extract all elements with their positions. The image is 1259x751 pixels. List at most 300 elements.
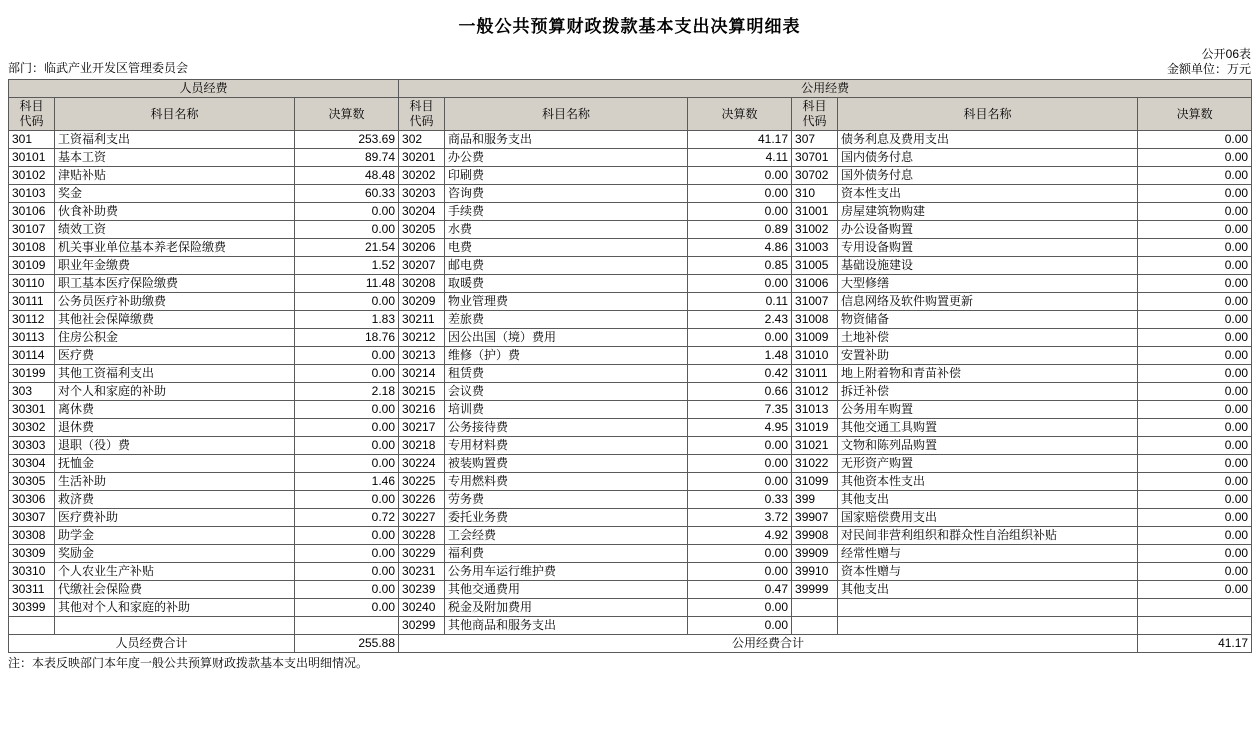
row-amount-personnel: 0.00 xyxy=(295,365,399,383)
row-amount-goods: 0.00 xyxy=(688,545,792,563)
row-amount-other: 0.00 xyxy=(1138,131,1252,149)
table-row xyxy=(9,599,1252,617)
row-name-goods: 办公费 xyxy=(445,149,688,167)
row-amount-goods: 0.47 xyxy=(688,581,792,599)
row-code-goods: 30205 xyxy=(399,221,445,239)
row-code-other: 31010 xyxy=(792,347,838,365)
meta-row xyxy=(8,47,1251,77)
row-amount-personnel: 0.00 xyxy=(295,203,399,221)
row-code-other: 310 xyxy=(792,185,838,203)
col-header-code-3-line1: 科目 xyxy=(802,99,827,113)
row-name-goods: 会议费 xyxy=(445,383,688,401)
row-amount-personnel: 0.00 xyxy=(295,221,399,239)
row-name-goods: 公务用车运行维护费 xyxy=(445,563,688,581)
page-title: 一般公共预算财政拨款基本支出决算明细表 xyxy=(458,17,801,36)
row-amount-personnel: 0.00 xyxy=(295,581,399,599)
row-name-personnel: 住房公积金 xyxy=(55,329,295,347)
row-code-personnel: 30107 xyxy=(9,221,55,239)
table-row xyxy=(9,545,1252,563)
row-name-goods: 专用燃料费 xyxy=(445,473,688,491)
row-amount-other: 0.00 xyxy=(1138,401,1252,419)
table-row xyxy=(9,455,1252,473)
table-row xyxy=(9,383,1252,401)
row-code-goods: 30211 xyxy=(399,311,445,329)
col-header-amount-1: 决算数 xyxy=(295,98,399,131)
table-row xyxy=(9,311,1252,329)
row-name-goods: 税金及附加费用 xyxy=(445,599,688,617)
row-name-personnel: 奖励金 xyxy=(55,545,295,563)
table-row xyxy=(9,203,1252,221)
totals-row xyxy=(9,635,1252,653)
row-amount-personnel: 0.00 xyxy=(295,347,399,365)
row-name-other: 基础设施建设 xyxy=(838,257,1138,275)
row-amount-goods: 0.00 xyxy=(688,185,792,203)
col-header-code-2-line2: 代码 xyxy=(409,114,434,128)
row-code-personnel: 30112 xyxy=(9,311,55,329)
col-header-code-1 xyxy=(9,98,55,131)
row-code-personnel: 30307 xyxy=(9,509,55,527)
col-header-name-1: 科目名称 xyxy=(55,98,295,131)
row-code-other: 307 xyxy=(792,131,838,149)
row-code-other: 30701 xyxy=(792,149,838,167)
row-amount-personnel: 0.00 xyxy=(295,293,399,311)
public-total-label: 公用经费合计 xyxy=(399,635,1138,653)
row-name-goods: 劳务费 xyxy=(445,491,688,509)
row-code-goods: 30201 xyxy=(399,149,445,167)
row-name-personnel: 职业年金缴费 xyxy=(55,257,295,275)
row-code-goods: 30299 xyxy=(399,617,445,635)
table-note: 注：本表反映部门本年度一般公共预算财政拨款基本支出明细情况。 xyxy=(8,656,369,670)
row-code-goods: 30217 xyxy=(399,419,445,437)
row-code-personnel: 30311 xyxy=(9,581,55,599)
meta-right-block xyxy=(1167,47,1251,77)
row-amount-goods: 2.43 xyxy=(688,311,792,329)
row-code-other: 31021 xyxy=(792,437,838,455)
row-code-personnel: 30303 xyxy=(9,437,55,455)
row-code-other: 31022 xyxy=(792,455,838,473)
row-amount-personnel: 1.46 xyxy=(295,473,399,491)
row-code-other: 31008 xyxy=(792,311,838,329)
row-amount-goods: 4.92 xyxy=(688,527,792,545)
col-header-name-3: 科目名称 xyxy=(838,98,1138,131)
row-code-personnel: 30108 xyxy=(9,239,55,257)
table-head xyxy=(9,80,1252,131)
row-code-other: 39908 xyxy=(792,527,838,545)
row-name-personnel: 抚恤金 xyxy=(55,455,295,473)
row-name-personnel: 退职（役）费 xyxy=(55,437,295,455)
row-amount-personnel: 60.33 xyxy=(295,185,399,203)
row-amount-personnel xyxy=(295,617,399,635)
table-row xyxy=(9,419,1252,437)
row-code-goods: 30227 xyxy=(399,509,445,527)
amount-unit: 金额单位：万元 xyxy=(1166,62,1251,76)
row-code-other: 399 xyxy=(792,491,838,509)
row-code-personnel: 30301 xyxy=(9,401,55,419)
row-amount-goods: 0.66 xyxy=(688,383,792,401)
row-name-other: 房屋建筑物购建 xyxy=(838,203,1138,221)
column-header-row xyxy=(9,98,1252,131)
row-amount-personnel: 21.54 xyxy=(295,239,399,257)
row-amount-other: 0.00 xyxy=(1138,257,1252,275)
row-name-other: 土地补偿 xyxy=(838,329,1138,347)
row-amount-other: 0.00 xyxy=(1138,347,1252,365)
row-name-goods: 手续费 xyxy=(445,203,688,221)
row-name-personnel: 其他社会保障缴费 xyxy=(55,311,295,329)
row-amount-personnel: 48.48 xyxy=(295,167,399,185)
row-code-personnel: 30306 xyxy=(9,491,55,509)
row-code-goods: 30212 xyxy=(399,329,445,347)
row-name-personnel: 个人农业生产补贴 xyxy=(55,563,295,581)
row-name-personnel: 机关事业单位基本养老保险缴费 xyxy=(55,239,295,257)
row-code-goods: 30204 xyxy=(399,203,445,221)
row-amount-other: 0.00 xyxy=(1138,383,1252,401)
row-amount-other: 0.00 xyxy=(1138,149,1252,167)
row-code-other xyxy=(792,599,838,617)
row-code-goods: 30215 xyxy=(399,383,445,401)
row-code-goods: 30208 xyxy=(399,275,445,293)
row-name-other: 地上附着物和青苗补偿 xyxy=(838,365,1138,383)
row-name-goods: 维修（护）费 xyxy=(445,347,688,365)
row-name-other: 大型修缮 xyxy=(838,275,1138,293)
row-amount-goods: 0.85 xyxy=(688,257,792,275)
row-name-other: 经常性赠与 xyxy=(838,545,1138,563)
row-name-personnel: 医疗费 xyxy=(55,347,295,365)
row-code-personnel xyxy=(9,617,55,635)
row-code-other: 39910 xyxy=(792,563,838,581)
table-row xyxy=(9,491,1252,509)
row-code-other: 31006 xyxy=(792,275,838,293)
row-amount-other: 0.00 xyxy=(1138,185,1252,203)
row-code-goods: 302 xyxy=(399,131,445,149)
row-code-personnel: 30309 xyxy=(9,545,55,563)
row-name-goods: 专用材料费 xyxy=(445,437,688,455)
row-code-goods: 30216 xyxy=(399,401,445,419)
row-amount-personnel: 1.83 xyxy=(295,311,399,329)
table-row xyxy=(9,167,1252,185)
row-amount-goods: 0.00 xyxy=(688,455,792,473)
row-code-goods: 30214 xyxy=(399,365,445,383)
row-code-personnel: 30110 xyxy=(9,275,55,293)
row-name-other: 其他资本性支出 xyxy=(838,473,1138,491)
row-code-personnel: 30304 xyxy=(9,455,55,473)
row-amount-personnel: 0.00 xyxy=(295,527,399,545)
row-name-other: 拆迁补偿 xyxy=(838,383,1138,401)
row-amount-other: 0.00 xyxy=(1138,167,1252,185)
row-code-personnel: 30114 xyxy=(9,347,55,365)
row-amount-personnel: 11.48 xyxy=(295,275,399,293)
col-header-amount-3: 决算数 xyxy=(1138,98,1252,131)
row-name-personnel: 工资福利支出 xyxy=(55,131,295,149)
row-amount-other: 0.00 xyxy=(1138,455,1252,473)
row-name-personnel: 其他工资福利支出 xyxy=(55,365,295,383)
row-code-personnel: 30399 xyxy=(9,599,55,617)
row-amount-other: 0.00 xyxy=(1138,365,1252,383)
row-code-personnel: 30106 xyxy=(9,203,55,221)
table-row xyxy=(9,473,1252,491)
table-row xyxy=(9,257,1252,275)
row-name-goods: 被装购置费 xyxy=(445,455,688,473)
row-amount-other: 0.00 xyxy=(1138,563,1252,581)
row-code-goods: 30206 xyxy=(399,239,445,257)
col-header-amount-2: 决算数 xyxy=(688,98,792,131)
row-name-other: 公务用车购置 xyxy=(838,401,1138,419)
row-name-other xyxy=(838,599,1138,617)
row-name-other: 其他支出 xyxy=(838,581,1138,599)
row-name-goods: 印刷费 xyxy=(445,167,688,185)
row-amount-other: 0.00 xyxy=(1138,275,1252,293)
row-name-goods: 委托业务费 xyxy=(445,509,688,527)
row-amount-goods: 4.95 xyxy=(688,419,792,437)
row-name-other: 资本性赠与 xyxy=(838,563,1138,581)
row-name-personnel: 代缴社会保险费 xyxy=(55,581,295,599)
row-code-goods: 30218 xyxy=(399,437,445,455)
row-amount-goods: 0.00 xyxy=(688,617,792,635)
row-code-other: 31019 xyxy=(792,419,838,437)
row-code-goods: 30207 xyxy=(399,257,445,275)
group-header-row xyxy=(9,80,1252,98)
row-amount-personnel: 2.18 xyxy=(295,383,399,401)
row-amount-personnel: 18.76 xyxy=(295,329,399,347)
row-code-other: 31003 xyxy=(792,239,838,257)
row-code-goods: 30239 xyxy=(399,581,445,599)
row-name-personnel: 生活补助 xyxy=(55,473,295,491)
row-amount-other xyxy=(1138,617,1252,635)
table-row xyxy=(9,275,1252,293)
row-amount-goods: 0.00 xyxy=(688,437,792,455)
row-amount-goods: 0.89 xyxy=(688,221,792,239)
row-code-goods: 30202 xyxy=(399,167,445,185)
row-code-personnel: 30308 xyxy=(9,527,55,545)
row-amount-goods: 0.00 xyxy=(688,203,792,221)
row-code-goods: 30209 xyxy=(399,293,445,311)
row-amount-other: 0.00 xyxy=(1138,509,1252,527)
row-amount-other: 0.00 xyxy=(1138,203,1252,221)
row-name-goods: 取暖费 xyxy=(445,275,688,293)
row-name-goods: 培训费 xyxy=(445,401,688,419)
row-name-personnel: 退休费 xyxy=(55,419,295,437)
row-code-personnel: 30111 xyxy=(9,293,55,311)
row-amount-goods: 0.42 xyxy=(688,365,792,383)
row-code-personnel: 30305 xyxy=(9,473,55,491)
row-amount-goods: 4.11 xyxy=(688,149,792,167)
row-name-other: 债务利息及费用支出 xyxy=(838,131,1138,149)
table-body xyxy=(9,131,1252,635)
row-amount-personnel: 0.00 xyxy=(295,437,399,455)
row-code-other: 31012 xyxy=(792,383,838,401)
col-header-code-1-line1: 科目 xyxy=(19,99,44,113)
row-amount-personnel: 0.72 xyxy=(295,509,399,527)
row-name-goods: 咨询费 xyxy=(445,185,688,203)
row-amount-goods: 1.48 xyxy=(688,347,792,365)
row-code-personnel: 301 xyxy=(9,131,55,149)
row-code-other: 30702 xyxy=(792,167,838,185)
row-code-other: 31099 xyxy=(792,473,838,491)
table-row xyxy=(9,563,1252,581)
row-code-other: 39907 xyxy=(792,509,838,527)
row-amount-goods: 41.17 xyxy=(688,131,792,149)
col-header-name-2: 科目名称 xyxy=(445,98,688,131)
col-header-code-2 xyxy=(399,98,445,131)
row-name-personnel: 助学金 xyxy=(55,527,295,545)
row-amount-other xyxy=(1138,599,1252,617)
row-name-personnel: 基本工资 xyxy=(55,149,295,167)
row-name-goods: 水费 xyxy=(445,221,688,239)
row-code-goods: 30228 xyxy=(399,527,445,545)
row-amount-goods: 0.00 xyxy=(688,599,792,617)
row-code-other: 39999 xyxy=(792,581,838,599)
row-code-personnel: 30109 xyxy=(9,257,55,275)
row-amount-other: 0.00 xyxy=(1138,437,1252,455)
group-header-public: 公用经费 xyxy=(399,80,1252,98)
row-code-goods: 30203 xyxy=(399,185,445,203)
row-code-goods: 30213 xyxy=(399,347,445,365)
row-name-personnel: 绩效工资 xyxy=(55,221,295,239)
row-name-personnel: 职工基本医疗保险缴费 xyxy=(55,275,295,293)
row-name-goods: 其他商品和服务支出 xyxy=(445,617,688,635)
row-code-other: 31005 xyxy=(792,257,838,275)
row-name-other: 专用设备购置 xyxy=(838,239,1138,257)
row-name-goods: 因公出国（境）费用 xyxy=(445,329,688,347)
table-row xyxy=(9,185,1252,203)
row-code-other: 31007 xyxy=(792,293,838,311)
row-amount-goods: 0.00 xyxy=(688,329,792,347)
row-name-personnel: 离休费 xyxy=(55,401,295,419)
row-code-other: 31013 xyxy=(792,401,838,419)
personnel-total-label: 人员经费合计 xyxy=(9,635,295,653)
row-name-goods: 福利费 xyxy=(445,545,688,563)
row-name-other: 物资储备 xyxy=(838,311,1138,329)
row-code-personnel: 30199 xyxy=(9,365,55,383)
group-header-personnel: 人员经费 xyxy=(9,80,399,98)
row-code-other: 31002 xyxy=(792,221,838,239)
table-row xyxy=(9,527,1252,545)
table-row xyxy=(9,329,1252,347)
row-code-personnel: 30310 xyxy=(9,563,55,581)
row-amount-other: 0.00 xyxy=(1138,419,1252,437)
row-name-personnel: 公务员医疗补助缴费 xyxy=(55,293,295,311)
row-code-goods: 30224 xyxy=(399,455,445,473)
row-amount-goods: 0.00 xyxy=(688,275,792,293)
row-amount-personnel: 0.00 xyxy=(295,455,399,473)
col-header-code-3-line2: 代码 xyxy=(802,114,827,128)
row-amount-other: 0.00 xyxy=(1138,473,1252,491)
table-row xyxy=(9,437,1252,455)
row-name-goods: 其他交通费用 xyxy=(445,581,688,599)
row-name-goods: 物业管理费 xyxy=(445,293,688,311)
row-amount-other: 0.00 xyxy=(1138,581,1252,599)
row-amount-personnel: 0.00 xyxy=(295,599,399,617)
row-amount-goods: 0.00 xyxy=(688,473,792,491)
table-row xyxy=(9,347,1252,365)
row-amount-other: 0.00 xyxy=(1138,239,1252,257)
table-row xyxy=(9,401,1252,419)
row-name-other: 国外债务付息 xyxy=(838,167,1138,185)
row-amount-goods: 0.00 xyxy=(688,167,792,185)
col-header-code-1-line2: 代码 xyxy=(19,114,44,128)
row-code-other: 31009 xyxy=(792,329,838,347)
row-amount-personnel: 253.69 xyxy=(295,131,399,149)
row-code-goods: 30231 xyxy=(399,563,445,581)
row-amount-other: 0.00 xyxy=(1138,491,1252,509)
table-foot xyxy=(9,635,1252,653)
row-name-other: 对民间非营利组织和群众性自治组织补贴 xyxy=(838,527,1138,545)
row-amount-other: 0.00 xyxy=(1138,311,1252,329)
row-amount-goods: 3.72 xyxy=(688,509,792,527)
row-name-other: 国内债务付息 xyxy=(838,149,1138,167)
table-row xyxy=(9,581,1252,599)
table-row xyxy=(9,239,1252,257)
row-name-personnel: 救济费 xyxy=(55,491,295,509)
table-row xyxy=(9,509,1252,527)
department-label: 部门：临武产业开发区管理委员会 xyxy=(8,61,189,75)
row-name-personnel: 津贴补贴 xyxy=(55,167,295,185)
table-row xyxy=(9,221,1252,239)
row-amount-goods: 0.00 xyxy=(688,563,792,581)
row-amount-other: 0.00 xyxy=(1138,527,1252,545)
row-name-other: 其他交通工具购置 xyxy=(838,419,1138,437)
row-name-other: 信息网络及软件购置更新 xyxy=(838,293,1138,311)
public-total-value: 41.17 xyxy=(1138,635,1252,653)
col-header-code-3 xyxy=(792,98,838,131)
personnel-total-value: 255.88 xyxy=(295,635,399,653)
row-name-goods: 公务接待费 xyxy=(445,419,688,437)
row-amount-other: 0.00 xyxy=(1138,329,1252,347)
row-code-goods: 30226 xyxy=(399,491,445,509)
row-code-personnel: 30113 xyxy=(9,329,55,347)
row-code-personnel: 30302 xyxy=(9,419,55,437)
row-amount-personnel: 1.52 xyxy=(295,257,399,275)
row-code-goods: 30229 xyxy=(399,545,445,563)
row-name-other: 安置补助 xyxy=(838,347,1138,365)
row-name-personnel: 医疗费补助 xyxy=(55,509,295,527)
row-amount-personnel: 0.00 xyxy=(295,401,399,419)
row-code-personnel: 30102 xyxy=(9,167,55,185)
table-row xyxy=(9,131,1252,149)
row-amount-personnel: 0.00 xyxy=(295,545,399,563)
form-number: 公开06表 xyxy=(1201,47,1251,61)
row-name-other: 办公设备购置 xyxy=(838,221,1138,239)
row-code-personnel: 30101 xyxy=(9,149,55,167)
row-name-other: 无形资产购置 xyxy=(838,455,1138,473)
row-code-personnel: 303 xyxy=(9,383,55,401)
row-code-other: 31001 xyxy=(792,203,838,221)
row-code-other xyxy=(792,617,838,635)
row-name-goods: 租赁费 xyxy=(445,365,688,383)
row-name-personnel xyxy=(55,617,295,635)
row-code-goods: 30225 xyxy=(399,473,445,491)
row-name-other xyxy=(838,617,1138,635)
row-amount-goods: 0.33 xyxy=(688,491,792,509)
row-name-goods: 邮电费 xyxy=(445,257,688,275)
col-header-code-2-line1: 科目 xyxy=(409,99,434,113)
row-name-goods: 商品和服务支出 xyxy=(445,131,688,149)
row-name-other: 文物和陈列品购置 xyxy=(838,437,1138,455)
row-amount-personnel: 0.00 xyxy=(295,491,399,509)
row-amount-goods: 4.86 xyxy=(688,239,792,257)
row-name-goods: 电费 xyxy=(445,239,688,257)
row-name-other: 国家赔偿费用支出 xyxy=(838,509,1138,527)
row-name-goods: 差旅费 xyxy=(445,311,688,329)
row-name-personnel: 其他对个人和家庭的补助 xyxy=(55,599,295,617)
budget-table xyxy=(8,79,1252,653)
row-amount-other: 0.00 xyxy=(1138,545,1252,563)
row-amount-other: 0.00 xyxy=(1138,221,1252,239)
row-amount-goods: 0.11 xyxy=(688,293,792,311)
row-amount-personnel: 89.74 xyxy=(295,149,399,167)
table-row xyxy=(9,617,1252,635)
table-row xyxy=(9,293,1252,311)
row-name-personnel: 对个人和家庭的补助 xyxy=(55,383,295,401)
